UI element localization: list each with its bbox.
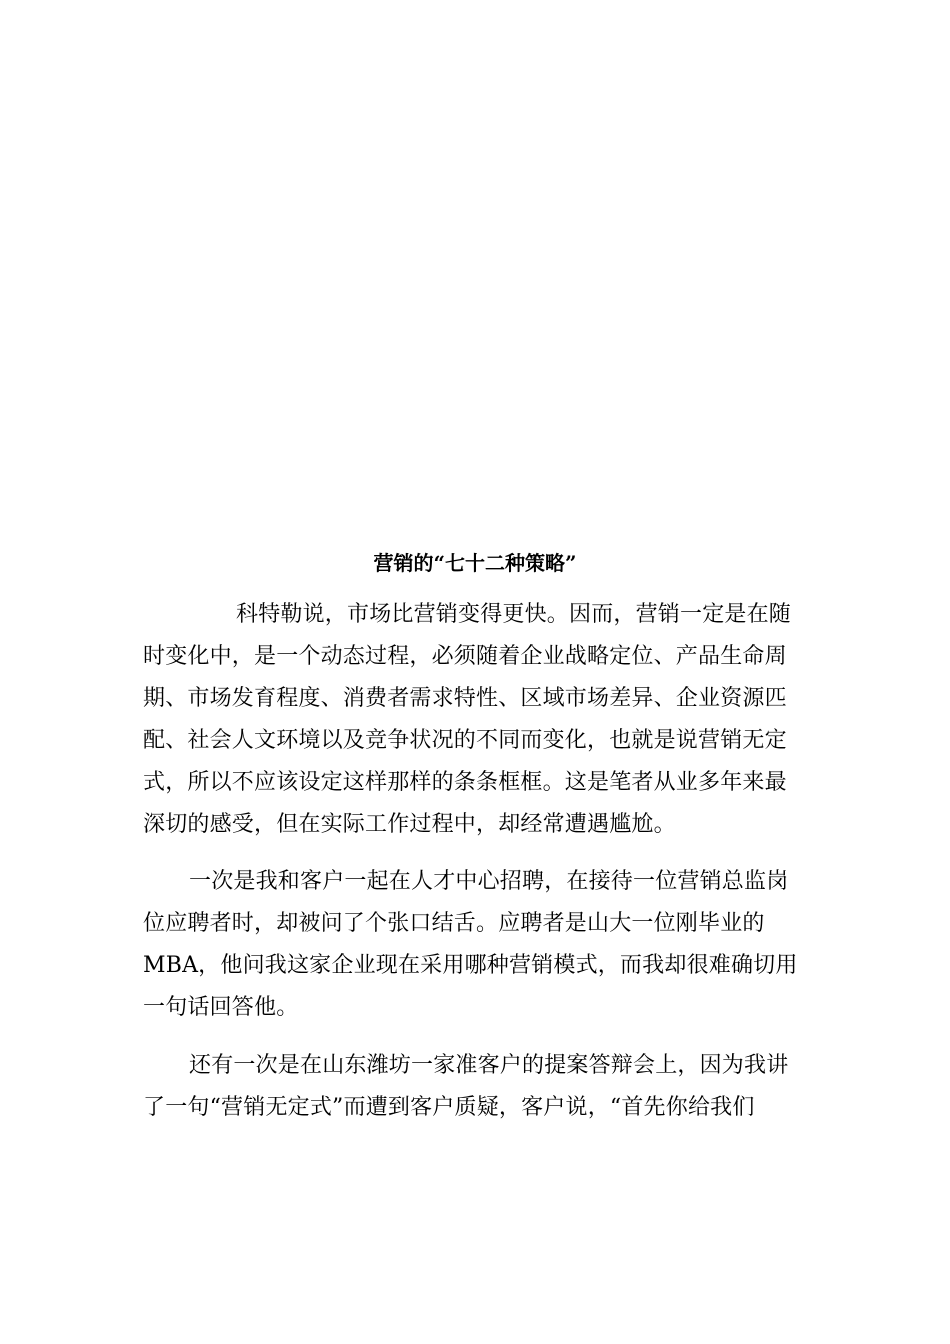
paragraph-line: 科特勒说，市场比营销变得更快。因而，营销一定是在随	[236, 602, 792, 627]
paragraph-line: 期、市场发育程度、消费者需求特性、区域市场差异、企业资源匹	[143, 686, 787, 711]
paragraph-line: 一次是我和客户一起在人才中心招聘，在接待一位营销总监岗	[189, 869, 789, 894]
paragraph-line: 配、社会人文环境以及竞争状况的不同而变化，也就是说营销无定	[143, 728, 787, 753]
document-title: 营销的“七十二种策略”	[373, 551, 577, 575]
paragraph-line: 式，所以不应该设定这样那样的条条框框。这是笔者从业多年来最	[143, 770, 787, 795]
paragraph-line: 深切的感受，但在实际工作过程中，却经常遭遇尴尬。	[143, 812, 676, 837]
paragraph-line: 还有一次是在山东潍坊一家准客户的提案答辩会上，因为我讲	[189, 1053, 789, 1078]
document-body	[143, 594, 805, 1129]
paragraph-line: MBA，他问我这家企业现在采用哪种营销模式，而我却很难确切用	[143, 953, 798, 978]
paragraph-2	[143, 861, 805, 1029]
paragraph-3	[143, 1045, 805, 1129]
paragraph-line: 一句话回答他。	[143, 995, 299, 1020]
paragraph-1	[143, 594, 805, 846]
paragraph-line: 位应聘者时，却被问了个张口结舌。应聘者是山大一位刚毕业的	[143, 911, 765, 936]
paragraph-line: 时变化中，是一个动态过程，必须随着企业战略定位、产品生命周	[143, 644, 787, 669]
paragraph-line: 了一句“营销无定式”而遭到客户质疑，客户说，“首先你给我们	[143, 1095, 755, 1120]
